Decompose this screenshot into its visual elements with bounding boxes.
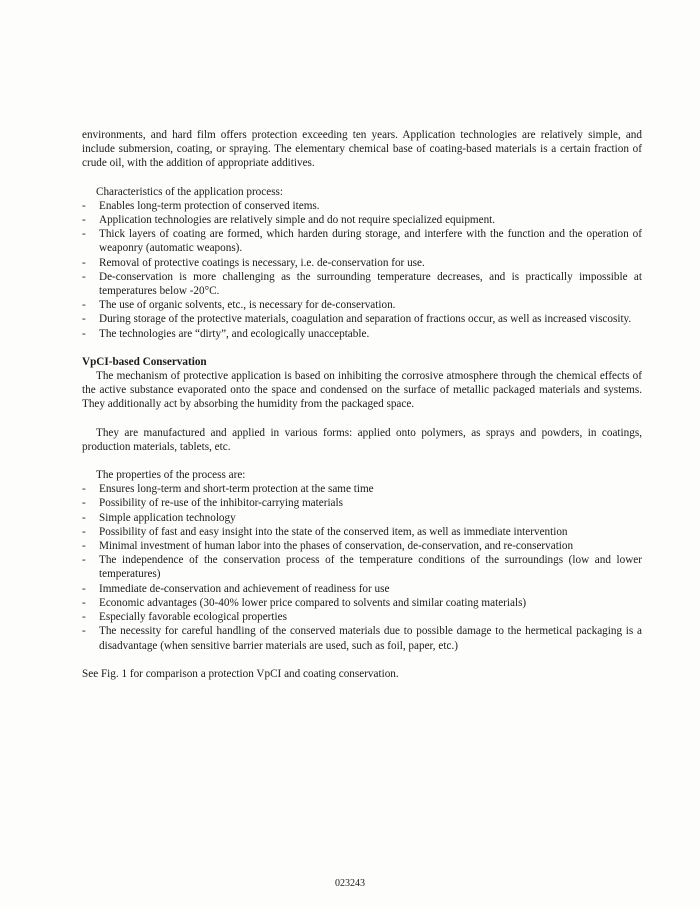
list-item: - The technologies are “dirty”, and ecologically unacceptable. bbox=[82, 327, 642, 341]
list-item: - Possibility of re-use of the inhibitor-carrying materials bbox=[82, 496, 642, 510]
list-item: - Immediate de-conservation and achievement of readiness for use bbox=[82, 582, 642, 596]
list-item: - Simple application technology bbox=[82, 511, 642, 525]
figure-reference: See Fig. 1 for comparison a protection VpCI and coating conservation. bbox=[82, 667, 399, 680]
list-item: - Economic advantages (30-40% lower price compared to solvents and similar coating materials) bbox=[82, 596, 642, 610]
page-body bbox=[82, 128, 642, 681]
properties-title: The properties of the process are: bbox=[96, 469, 246, 482]
list-item: - Minimal investment of human labor into the phases of conservation, de-conservation, and re-conservation bbox=[82, 539, 642, 553]
spacer bbox=[82, 171, 642, 185]
list-item: - De-conservation is more challenging as the surrounding temperature decreases, and is practically impossible at temperatures below -20°C. bbox=[82, 270, 642, 298]
list-item: - Application technologies are relatively simple and do not require specialized equipment. bbox=[82, 213, 642, 227]
list-item: - During storage of the protective materials, coagulation and separation of fractions occur, as well as increased viscosity. bbox=[82, 312, 642, 326]
list-item: - The necessity for careful handling of the conserved materials due to possible damage to the hermetical packaging is a disadvantage (when sensitive barrier materials are used, such as foil, paper, etc.) bbox=[82, 624, 642, 652]
section-heading: VpCI-based Conservation bbox=[82, 355, 207, 368]
list-item: - Especially favorable ecological properties bbox=[82, 610, 642, 624]
properties-list bbox=[82, 482, 642, 652]
application-process-list bbox=[82, 199, 642, 341]
list-item: - Ensures long-term and short-term protection at the same time bbox=[82, 482, 642, 496]
forms-paragraph: They are manufactured and applied in various forms: applied onto polymers, as sprays and powders, in coatings, production materials, tablets, etc. bbox=[82, 426, 642, 453]
page-code: 023243 bbox=[335, 878, 365, 889]
list-item: - Removal of protective coatings is necessary, i.e. de-conservation for use. bbox=[82, 256, 642, 270]
list-item: - Enables long-term protection of conserved items. bbox=[82, 199, 642, 213]
spacer bbox=[82, 653, 642, 667]
spacer bbox=[82, 454, 642, 468]
list-item: - Thick layers of coating are formed, which harden during storage, and interfere with the function and the operation of weaponry (automatic weapons). bbox=[82, 227, 642, 255]
spacer bbox=[82, 341, 642, 355]
list-item: - The independence of the conservation process of the temperature conditions of the surroundings (low and lower temperatures) bbox=[82, 553, 642, 581]
application-process-title: Characteristics of the application process: bbox=[96, 185, 284, 198]
list-item: - Possibility of fast and easy insight into the state of the conserved item, as well as immediate intervention bbox=[82, 525, 642, 539]
intro-paragraph: environments, and hard film offers protection exceeding ten years. Application technologies are relatively simple, and include submersion, coating, or spraying. The elementary chemical base of coating-based materials is a certain fraction of crude oil, with the addition of appropriate additives. bbox=[82, 129, 642, 170]
list-item: - The use of organic solvents, etc., is necessary for de-conservation. bbox=[82, 298, 642, 312]
mechanism-paragraph: The mechanism of protective application is based on inhibiting the corrosive atmosphere through the chemical effects of the active substance evaporated onto the space and condensed on the surface of metallic packaged materials and systems. They additionally act by absorbing the humidity from the packaged space. bbox=[82, 370, 642, 411]
spacer bbox=[82, 412, 642, 426]
